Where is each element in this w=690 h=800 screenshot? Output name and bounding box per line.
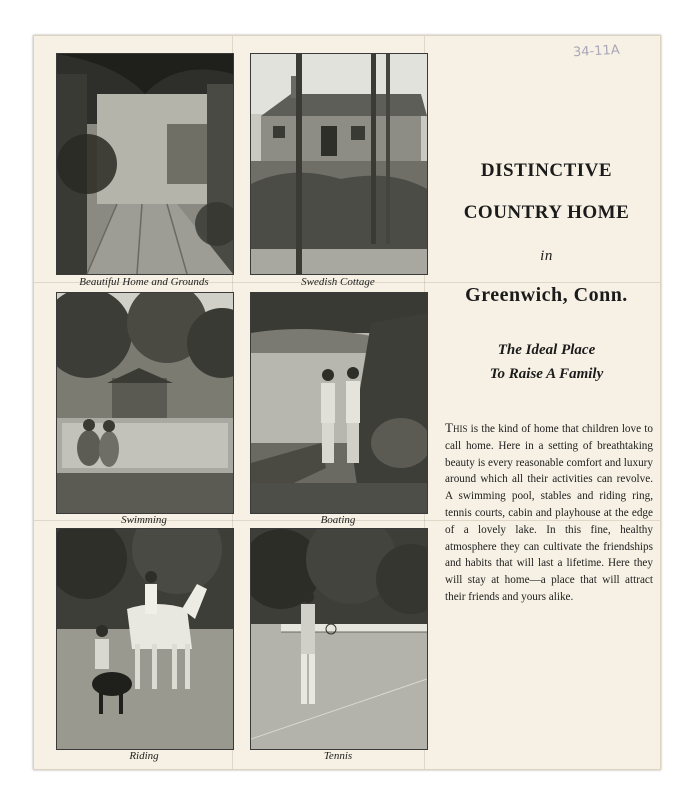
subtitle-line: The Ideal Place xyxy=(497,342,596,358)
photo-caption: Tennis xyxy=(323,750,353,762)
pool-photo xyxy=(56,292,234,514)
photo-caption: Swimming xyxy=(121,514,167,526)
riding-photo xyxy=(56,528,234,750)
title-line: COUNTRY HOME xyxy=(463,202,630,223)
title-line: Greenwich, Conn. xyxy=(465,284,628,306)
photo-caption: Boating xyxy=(320,514,356,526)
boating-photo xyxy=(250,292,428,514)
title-line: in xyxy=(540,248,553,264)
brochure-sheet xyxy=(33,35,661,770)
photo-caption: Riding xyxy=(129,750,159,762)
subtitle-line: To Raise A Family xyxy=(489,366,604,382)
photo-caption: Swedish Cottage xyxy=(301,276,375,288)
cottage-photo xyxy=(250,53,428,275)
body-paragraph xyxy=(445,420,653,606)
tennis-photo xyxy=(250,528,428,750)
arbor-garden-photo xyxy=(56,53,234,275)
title-line: DISTINCTIVE xyxy=(480,160,613,181)
body-lead-word: This xyxy=(445,420,468,435)
body-text: is the kind of home that children love to call home. Here in a setting of breathtaking beauty is every reasonable comfort and luxury around which all their activities can revolve. A swimming pool, stables and riding ring, tennis courts, cabin and playhouse at the edge of a lovely lake. In this fine, healthy atmosphere they can cultivate the friendships and habits that will last a lifetime. Here they will stay at home—a place that will attract their friends and yours alike. xyxy=(445,423,653,603)
catalog-number: 34-11A xyxy=(572,42,621,61)
photo-caption: Beautiful Home and Grounds xyxy=(79,276,209,288)
